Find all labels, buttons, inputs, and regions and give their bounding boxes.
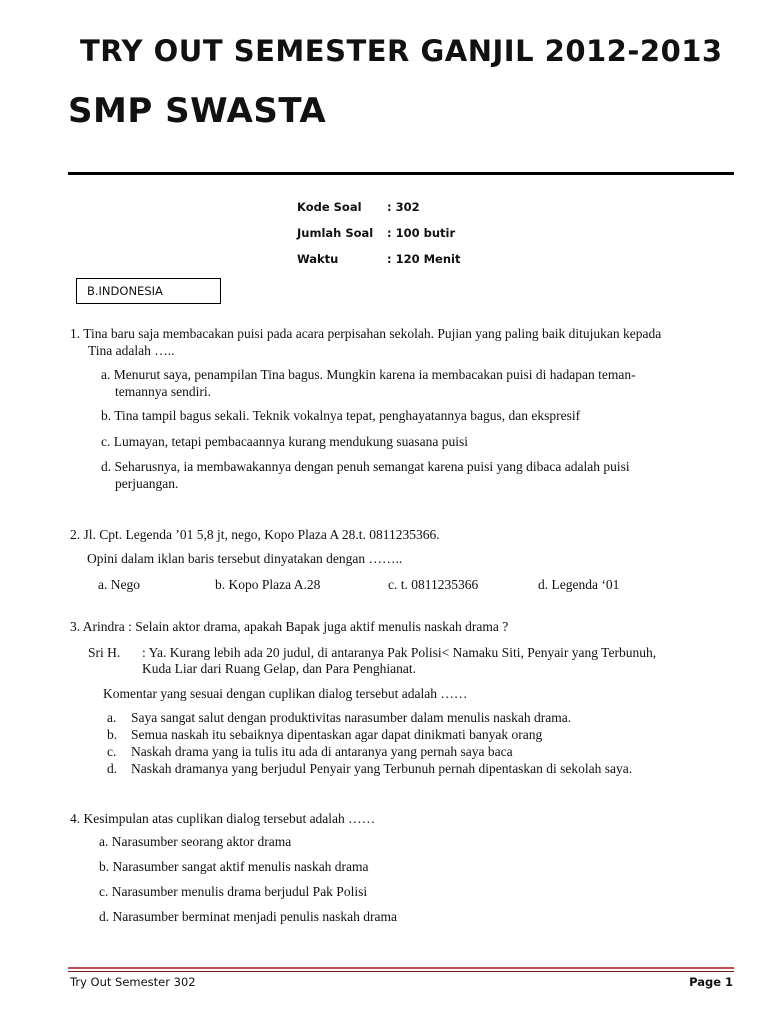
q1-option-d-line1: d. Seharusnya, ia membawakannya dengan penuh semangat karena puisi yang dibaca adalah puisi	[101, 459, 630, 474]
q3-option-d-letter: d.	[107, 761, 118, 776]
meta-jumlah-value: : 100 butir	[387, 226, 456, 240]
footer-divider	[68, 967, 734, 969]
q1-stem-line2: Tina adalah …..	[88, 343, 175, 358]
q4-stem: 4. Kesimpulan atas cuplikan dialog tersebut adalah ……	[70, 811, 376, 826]
meta-kode	[297, 200, 420, 214]
q3-dialog-line2: Kuda Liar dari Ruang Gelap, dan Para Penghianat.	[142, 661, 417, 676]
footer-divider-thin	[68, 971, 734, 972]
q4-option-d: d. Narasumber berminat menjadi penulis naskah drama	[99, 909, 398, 924]
meta-waktu-value: : 120 Menit	[387, 252, 461, 266]
q3-option-a: Saya sangat salut dengan produktivitas narasumber dalam menulis naskah drama.	[131, 710, 572, 725]
q3-option-d: Naskah dramanya yang berjudul Penyair yang Terbunuh pernah dipentaskan di sekolah saya.	[131, 761, 633, 776]
meta-jumlah-label: Jumlah Soal	[297, 226, 374, 240]
q1-option-c: c. Lumayan, tetapi pembacaannya kurang mendukung suasana puisi	[101, 434, 469, 449]
q1-option-d-line2: perjuangan.	[115, 476, 179, 491]
q4-option-a: a. Narasumber seorang aktor drama	[99, 834, 292, 849]
q3-speaker: Sri H.	[88, 645, 121, 660]
subject-box: B.INDONESIA	[76, 278, 221, 304]
q1-option-a-line1: a. Menurut saya, penampilan Tina bagus. Mungkin karena ia membacakan puisi di hadapan teman-	[101, 367, 636, 382]
meta-waktu	[297, 252, 460, 266]
q3-option-b-letter: b.	[107, 727, 118, 742]
q4-option-b: b. Narasumber sangat aktif menulis naskah drama	[99, 859, 369, 874]
q3-option-a-letter: a.	[107, 710, 117, 725]
meta-kode-value: : 302	[387, 200, 420, 214]
page-title: TRY OUT SEMESTER GANJIL 2012-2013	[80, 34, 723, 68]
q1-option-a-line2: temannya sendiri.	[115, 384, 211, 399]
q3-prompt: Komentar yang sesuai dengan cuplikan dialog tersebut adalah ……	[103, 686, 468, 701]
header-divider	[68, 172, 734, 175]
meta-kode-label: Kode Soal	[297, 200, 362, 214]
q1-option-b: b. Tina tampil bagus sekali. Teknik vokalnya tepat, penghayatannya bagus, dan ekspresif	[101, 408, 581, 423]
q2-stem-line2: Opini dalam iklan baris tersebut dinyatakan dengan ……..	[87, 551, 403, 566]
q2-option-a: a. Nego	[98, 577, 140, 592]
q3-option-c-letter: c.	[107, 744, 117, 759]
q3-stem-line1: 3. Arindra : Selain aktor drama, apakah Bapak juga aktif menulis naskah drama ?	[70, 619, 509, 634]
page-number: Page 1	[689, 975, 733, 989]
footer-left: Try Out Semester 302	[70, 975, 196, 989]
q2-stem-line1: 2. Jl. Cpt. Legenda ’01 5,8 jt, nego, Kopo Plaza A 28.t. 0811235366.	[70, 527, 440, 542]
q2-option-c: c. t. 0811235366	[388, 577, 479, 592]
q1-stem-line1: 1. Tina baru saja membacakan puisi pada acara perpisahan sekolah. Pujian yang paling baik ditujukan kepada	[70, 326, 662, 341]
q3-option-c: Naskah drama yang ia tulis itu ada di antaranya yang pernah saya baca	[131, 744, 513, 759]
meta-waktu-label: Waktu	[297, 252, 339, 266]
q3-option-b: Semua naskah itu sebaiknya dipentaskan agar dapat dinikmati banyak orang	[131, 727, 543, 742]
meta-jumlah	[297, 226, 455, 240]
q4-option-c: c. Narasumber menulis drama berjudul Pak Polisi	[99, 884, 368, 899]
school-name: SMP SWASTA	[68, 91, 327, 131]
q2-option-d: d. Legenda ‘01	[538, 577, 620, 592]
q3-dialog-line1: : Ya. Kurang lebih ada 20 judul, di antaranya Pak Polisi< Namaku Siti, Penyair yang Terbunuh,	[142, 645, 657, 660]
q2-option-b: b. Kopo Plaza A.28	[215, 577, 321, 592]
